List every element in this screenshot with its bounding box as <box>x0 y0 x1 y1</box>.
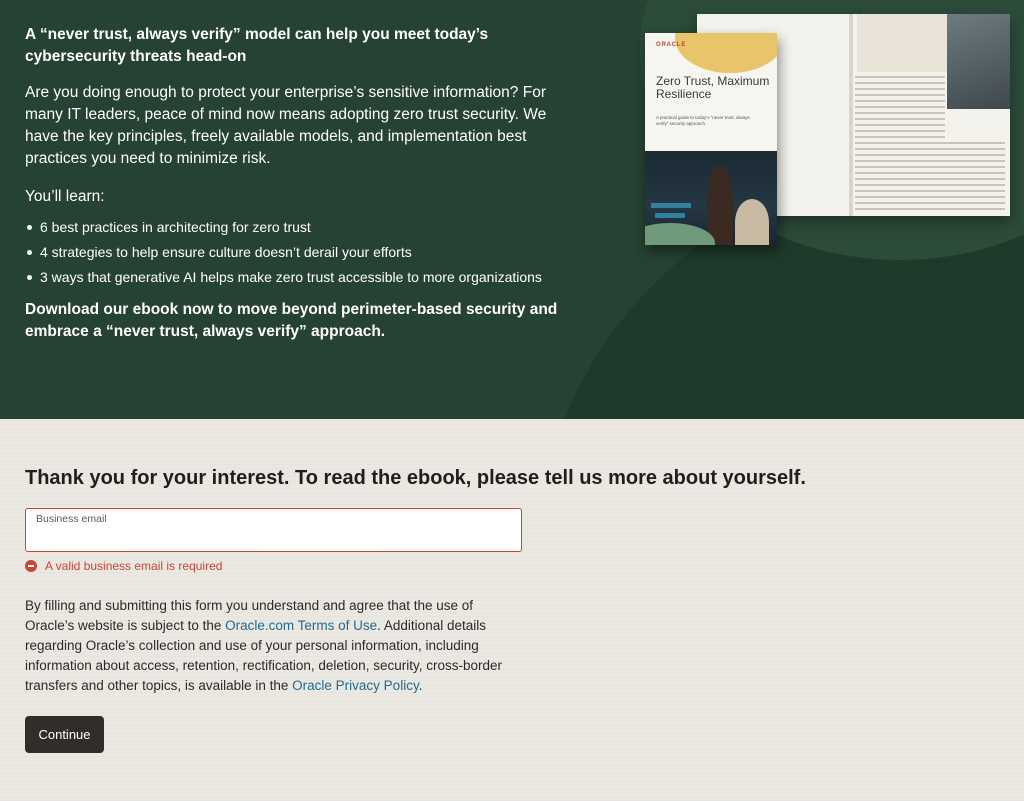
hero-intro: Are you doing enough to protect your enterprise’s sensitive information? For many IT leaders, peace of mind now means adopting zero trust security. We have the key principles, freely available models, and implementation best practices you need to minimize risk. <box>25 84 547 167</box>
ebook-cover <box>645 33 777 245</box>
hero-headline: A “never trust, always verify” model can help you meet today’s cybersecurity threats head-on <box>25 26 489 65</box>
list-item <box>25 268 565 287</box>
error-icon <box>25 560 37 572</box>
ebook-text-lines <box>855 142 1005 214</box>
ebook-title: Zero Trust, Maximum Resilience <box>656 74 770 101</box>
email-field[interactable] <box>25 508 522 552</box>
privacy-policy-link[interactable]: Oracle Privacy Policy <box>292 678 419 693</box>
legal-text: . Additional details regarding Oracle’s collection and use of your personal information, including information about access, retention, rectification, deletion, security, cross-border transfers and other topics, is available in the <box>25 618 502 693</box>
ebook-text-lines <box>855 76 945 142</box>
learn-item-text: 3 ways that generative AI helps make zero trust accessible to more organizations <box>40 269 542 285</box>
continue-button[interactable]: Continue <box>25 716 104 753</box>
terms-of-use-link[interactable]: Oracle.com Terms of Use <box>225 618 378 633</box>
list-item <box>25 218 565 237</box>
learn-list <box>25 218 565 287</box>
oracle-logo: ORACLE <box>656 42 687 48</box>
learn-title: You’ll learn: <box>25 188 105 205</box>
ebook-subtitle: A practical guide to today’s “never trust, always verify” security approach <box>656 115 750 126</box>
person-figure <box>707 165 733 245</box>
hero-cta-text: Download our ebook now to move beyond perimeter-based security and embrace a “never trust, always verify” approach. <box>25 301 558 340</box>
bullet-icon <box>27 250 32 255</box>
server-screen <box>655 213 685 218</box>
list-item <box>25 243 565 262</box>
ebook-laptop-photo <box>947 14 1010 109</box>
learn-item-text: 6 best practices in architecting for zero trust <box>40 219 311 235</box>
error-message: A valid business email is required <box>45 559 223 573</box>
ebook-spine <box>849 14 853 216</box>
email-error <box>25 559 222 573</box>
learn-item-text: 4 strategies to help ensure culture doesn’t derail your efforts <box>40 244 412 260</box>
legal-notice <box>25 596 520 696</box>
ebook-text-block <box>857 14 947 72</box>
person-figure <box>735 199 769 245</box>
ebook-illustration <box>645 14 1010 244</box>
form-title: Thank you for your interest. To read the ebook, please tell us more about yourself. <box>25 467 806 489</box>
email-label: Business email <box>36 513 107 525</box>
lead-form-section <box>0 419 1024 801</box>
server-screen <box>651 203 691 208</box>
bullet-icon <box>27 225 32 230</box>
email-input[interactable] <box>36 529 506 549</box>
legal-text: By filling and submitting this form you understand and agree that the use of Oracle’s website is subject to the <box>25 598 474 633</box>
legal-text: . <box>418 678 423 693</box>
bullet-icon <box>27 275 32 280</box>
cover-yellow-shape <box>675 33 777 73</box>
hero-content <box>25 24 565 343</box>
